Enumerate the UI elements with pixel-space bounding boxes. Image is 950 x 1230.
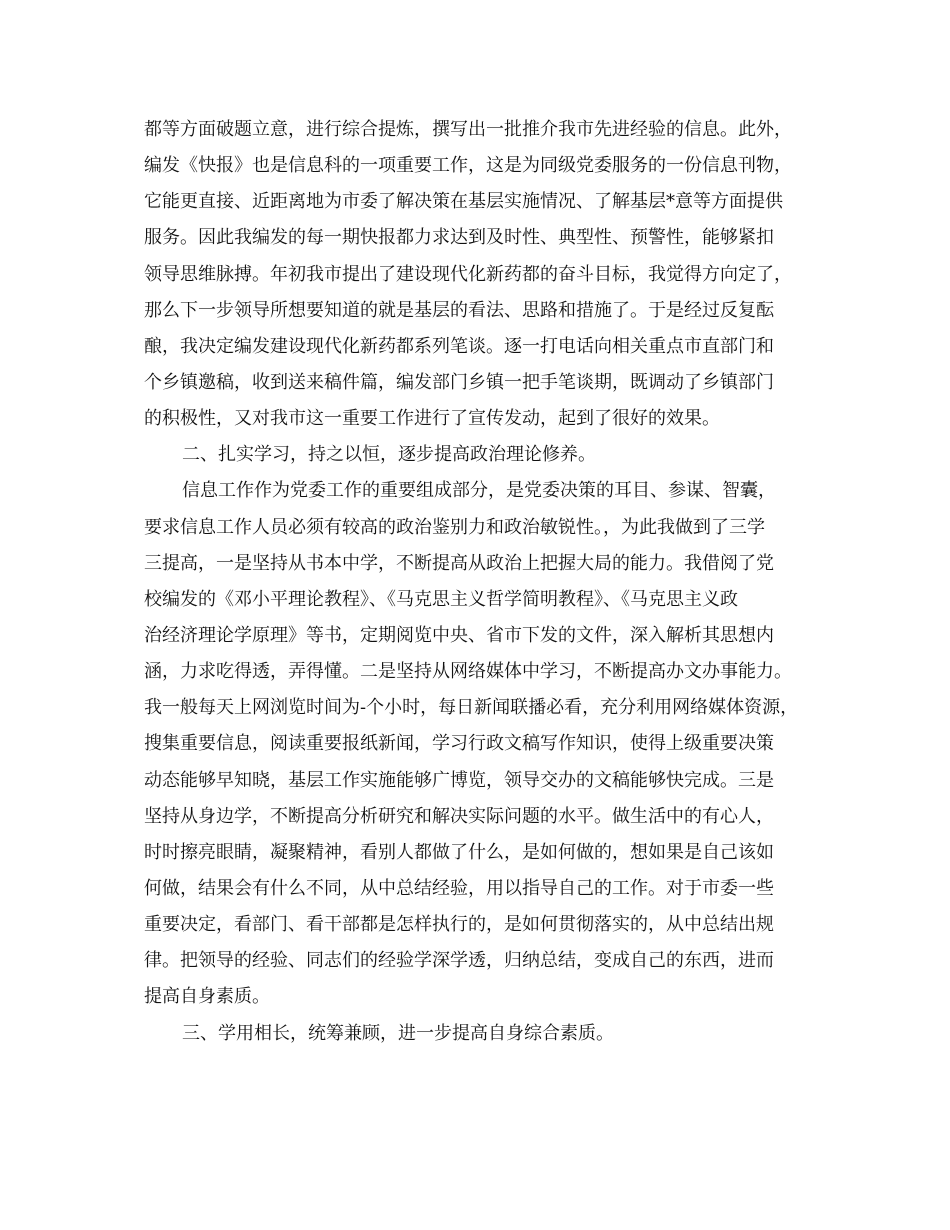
text-line: 服务。因此我编发的每一期快报都力求达到及时性、典型性、预警性，能够紧扣 [144,227,774,249]
text-line: 提高自身素质。 [144,986,270,1008]
text-line: 搜集重要信息，阅读重要报纸新闻，学习行政文稿写作知识，使得上级重要决策 [144,733,774,755]
document-body [144,112,834,1052]
text-line: 坚持从身边学，不断提高分析研究和解决实际问题的水平。做生活中的有心人， [144,805,774,827]
text-line: 治经济理论学原理》等书，定期阅览中央、省市下发的文件，深入解析其思想内 [144,624,774,646]
text-line: 都等方面破题立意，进行综合提炼，撰写出一批推介我市先进经验的信息。此外， [144,119,792,140]
text-line: 重要决定，看部门、看干部都是怎样执行的，是如何贯彻落实的，从中总结出规 [144,914,774,936]
text-line: 的积极性，又对我市这一重要工作进行了宣传发动，起到了很好的效果。 [144,408,720,430]
section-heading: 二、扎实学习，持之以恒，逐步提高政治理论修养。 [182,444,596,466]
text-line: 编发《快报》也是信息科的一项重要工作，这是为同级党委服务的一份信息刊物， [144,155,792,177]
text-line: 我一般每天上网浏览时间为-个小时，每日新闻联播必看，充分利用网络媒体资源， [144,697,799,719]
text-line: 律。把领导的经验、同志们的经验学深学透，归纳总结，变成自己的东西，进而 [144,950,774,972]
text-line: 酿，我决定编发建设现代化新药都系列笔谈。逐一打电话向相关重点市直部门和 [144,335,774,357]
text-line: 它能更直接、近距离地为市委了解决策在基层实施情况、了解基层*意等方面提供 [144,191,783,213]
text-line: 那么下一步领导所想要知道的就是基层的看法、思路和措施了。于是经过反复酝 [144,299,774,321]
text-line: 校编发的《邓小平理论教程》、《马克思主义哲学简明教程》、《马克思主义政 [144,588,738,610]
text-line: 涵，力求吃得透，弄得懂。二是坚持从网络媒体中学习，不断提高办文办事能力。 [144,661,792,683]
text-line: 时时擦亮眼睛，凝聚精神，看别人都做了什么，是如何做的，想如果是自己该如 [144,841,774,863]
text-line: 要求信息工作人员必须有较高的政治鉴别力和政治敏锐性。，为此我做到了三学 [144,516,765,538]
text-line: 何做，结果会有什么不同，从中总结经验，用以指导自己的工作。对于市委一些 [144,877,774,899]
text-line: 领导思维脉搏。年初我市提出了建设现代化新药都的奋斗目标，我觉得方向定了， [144,263,792,285]
paragraph-start-line: 信息工作作为党委工作的重要组成部分，是党委决策的耳目、参谋、智囊， [182,480,776,502]
text-line: 动态能够早知晓，基层工作实施能够广博览，领导交办的文稿能够快完成。三是 [144,769,774,791]
section-heading: 三、学用相长，统筹兼顾，进一步提高自身综合素质。 [182,1022,614,1044]
text-line: 个乡镇邀稿，收到送来稿件篇，编发部门乡镇一把手笔谈期，既调动了乡镇部门 [144,371,774,393]
text-line: 三提高，一是坚持从书本中学，不断提高从政治上把握大局的能力。我借阅了党 [144,552,774,574]
